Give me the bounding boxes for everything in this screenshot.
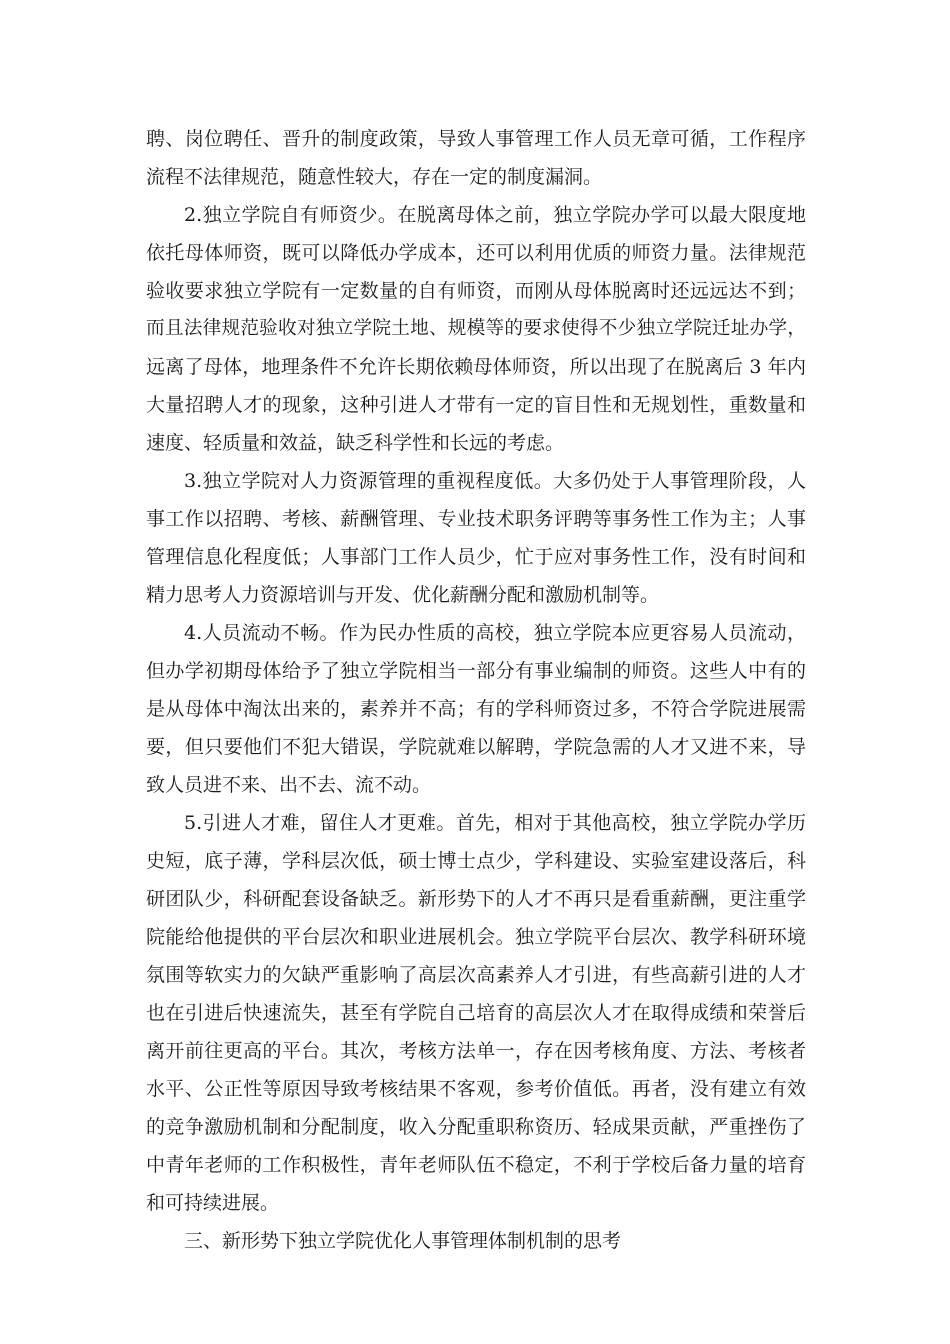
text-line-8: 大量招聘人才的现象，这种引进人才带有一定的盲目性和无规划性，重数量和 xyxy=(146,394,806,416)
text-line-11: 事工作以招聘、考核、薪酬管理、专业技术职务评聘等事务性工作为主；人事 xyxy=(146,508,806,530)
text-line-19: 5.引进人才难，留住人才更难。首先，相对于其他高校，独立学院办学历 xyxy=(184,812,806,834)
text-line-20: 史短，底子薄，学科层次低，硕士博士点少，学科建设、实验室建设落后，科 xyxy=(146,850,806,872)
text-line-29: 和可持续进展。 xyxy=(146,1192,280,1214)
text-line-2: 流程不法律规范，随意性较大，存在一定的制度漏洞。 xyxy=(146,166,603,188)
text-line-18: 致人员进不来、出不去、流不动。 xyxy=(146,774,432,796)
text-line-15: 但办学初期母体给予了独立学院相当一部分有事业编制的师资。这些人中有的 xyxy=(146,660,806,682)
text-line-9: 速度、轻质量和效益，缺乏科学性和长远的考虑。 xyxy=(146,432,565,454)
text-line-27: 的竞争激励机制和分配制度，收入分配重职称资历、轻成果贡献，严重挫伤了 xyxy=(146,1116,806,1138)
text-line-14: 4.人员流动不畅。作为民办性质的高校，独立学院本应更容易人员流动， xyxy=(184,622,806,644)
text-line-7: 远离了母体，地理条件不允许长期依赖母体师资，所以出现了在脱离后 3 年内 xyxy=(146,356,806,378)
text-line-13: 精力思考人力资源培训与开发、优化薪酬分配和激励机制等。 xyxy=(146,584,660,606)
document-body xyxy=(146,120,806,1260)
text-line-22: 院能给他提供的平台层次和职业进展机会。独立学院平台层次、教学科研环境 xyxy=(146,926,806,948)
text-line-10: 3.独立学院对人力资源管理的重视程度低。大多仍处于人事管理阶段，人 xyxy=(184,470,806,492)
text-line-23: 氛围等软实力的欠缺严重影响了高层次高素养人才引进，有些高薪引进的人才 xyxy=(146,964,806,986)
text-line-6: 而且法律规范验收对独立学院土地、规模等的要求使得不少独立学院迁址办学， xyxy=(146,318,806,339)
text-line-5: 验收要求独立学院有一定数量的自有师资，而刚从母体脱离时还远远达不到； xyxy=(146,280,806,302)
text-line-17: 要，但只要他们不犯大错误，学院就难以解聘，学院急需的人才又进不来，导 xyxy=(146,736,806,758)
text-line-24: 也在引进后快速流失，甚至有学院自己培育的高层次人才在取得成绩和荣誉后 xyxy=(146,1002,806,1024)
text-line-1: 聘、岗位聘任、晋升的制度政策，导致人事管理工作人员无章可循，工作程序 xyxy=(146,128,806,150)
text-line-28: 中青年老师的工作积极性，青年老师队伍不稳定，不利于学校后备力量的培育 xyxy=(146,1154,806,1176)
text-line-4: 依托母体师资，既可以降低办学成本，还可以利用优质的师资力量。法律规范 xyxy=(146,242,806,264)
text-line-26: 水平、公正性等原因导致考核结果不客观，参考价值低。再者，没有建立有效 xyxy=(146,1078,806,1100)
text-line-3: 2.独立学院自有师资少。在脱离母体之前，独立学院办学可以最大限度地 xyxy=(184,204,806,226)
text-line-12: 管理信息化程度低；人事部门工作人员少，忙于应对事务性工作，没有时间和 xyxy=(146,546,806,568)
section-heading: 三、新形势下独立学院优化人事管理体制机制的思考 xyxy=(184,1230,622,1252)
text-line-16: 是从母体中淘汰出来的，素养并不高；有的学科师资过多，不符合学院进展需 xyxy=(146,698,806,720)
text-line-25: 离开前往更高的平台。其次，考核方法单一，存在因考核角度、方法、考核者 xyxy=(146,1040,806,1062)
text-line-21: 研团队少，科研配套设备缺乏。新形势下的人才不再只是看重薪酬，更注重学 xyxy=(146,888,806,910)
